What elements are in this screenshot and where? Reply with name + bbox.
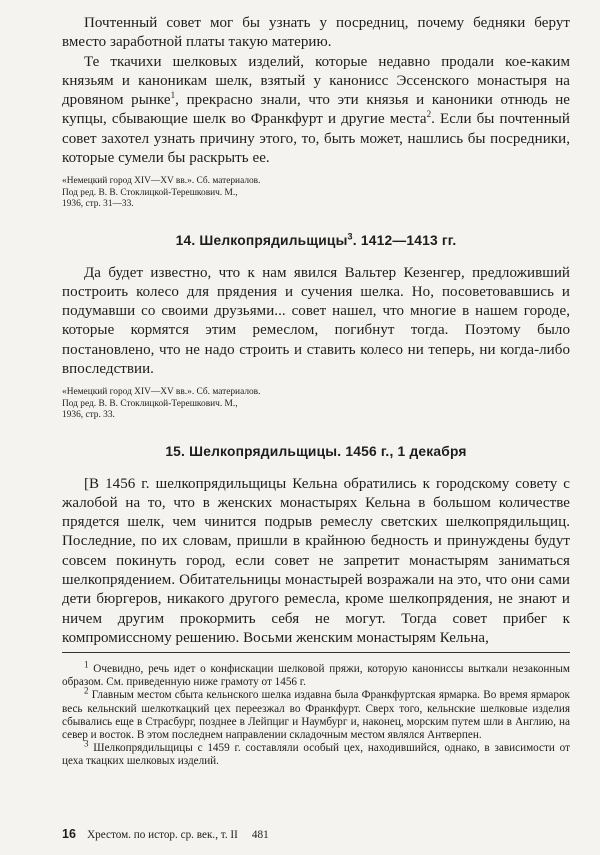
footnote-number: 1 — [84, 659, 89, 670]
footnote-number: 3 — [84, 738, 89, 749]
footnote-text: Очевидно, речь идет о конфискации шелковой пряжи, которую канониссы выткали незаконным образом. См. приведенную ниже грамоту от 1456 г. — [62, 663, 571, 689]
footnote-ref-1: 1 — [170, 90, 176, 101]
source-citation-2 — [62, 387, 570, 421]
source-line: Под ред. В. В. Стоклицкой-Терешкович. М., — [62, 187, 238, 198]
section-15-text: [В 1456 г. шелкопрядильщицы Кельна обратились к городскому совету с жалобой на то, что в женских монастырях Кельна в большом количестве прядется шелк, чем чинится подрыв ремеслу светских шелкопрядильщиц. Последние, по их словам, пришли в крайнюю бедность и принуждены будут совсем покинуть город, если совет не запретит монастырям заниматься шелкопрядением. Обитательницы монастырей возражали на это, что они сами дети бюргеров, никакого другого ремесла, кроме шелкопрядения, не знают и ничем другим прокормить себя не могут. Тогда совет прибег к компромиссному решению. Восьми женским монастырям Кельна, — [62, 475, 570, 646]
footnote — [62, 659, 571, 689]
footnote-ref-2: 2 — [426, 109, 432, 120]
footnote — [62, 685, 570, 741]
footnote-ref-3: 3 — [347, 231, 353, 241]
footnote-number: 2 — [84, 685, 89, 696]
source-line: 1936, стр. 31—33. — [62, 199, 134, 210]
footnote-text: Шелкопрядильщицы с 1459 г. составляли особый цех, находившийся, однако, в зависимости от цеха ткацких шелковых изделий. — [62, 741, 571, 767]
paragraph-2-part-c: . Если бы почтенный совет захотел узнать причину этого, то, быть может, нашлись бы посредники, которые сумели бы раскрыть ее. — [62, 111, 570, 167]
section-14-title-a: 14. Шелкопрядильщицы — [175, 232, 348, 248]
section-15-title: 15. Шелкопрядильщицы. 1456 г., 1 декабря — [165, 443, 467, 459]
source-line: «Немецкий город XIV—XV вв.». Сб. материалов. — [62, 387, 261, 398]
document-page — [62, 14, 570, 768]
footnote — [62, 738, 571, 768]
signature-number: 16 — [62, 827, 76, 841]
paragraph-2-part-a: Те ткачихи шелковых изделий, которые недавно продали кое-каким князьям и каноникам шелк, взятый у канонисс Эссенского монастыря на дровяном рынке — [62, 53, 570, 109]
paragraph-2 — [62, 53, 570, 169]
book-title: Хрестом. по истор. ср. век., т. II — [87, 829, 238, 841]
source-citation-1 — [62, 176, 570, 210]
page-footer — [62, 827, 570, 841]
section-14-text: Да будет известно, что к нам явился Вальтер Кезенгер, предложивший построить колесо для прядения и сучения шелка. Но, посоветовавшись и подумавши со своими друзьями... совет нашел, что многие в нашем городе, которые кормятся этим ремеслом, погибнут тогда. Поэтому было постановлено, что не надо строить и ставить колесо ни теперь, ни когда-либо впоследствии. — [62, 264, 570, 378]
footnote-separator — [62, 652, 570, 653]
source-line: 1936, стр. 33. — [62, 410, 115, 421]
source-line: Под ред. В. В. Стоклицкой-Терешкович. М., — [62, 398, 238, 409]
source-line: «Немецкий город XIV—XV вв.». Сб. материалов. — [62, 176, 261, 187]
paragraph-2-part-b: , прекрасно знали, что эти князья и каноники отнюдь не купцы, сбывающие шелк во Франкфурт и другие места — [62, 92, 571, 128]
section-14-title — [62, 233, 570, 248]
section-14-title-b: . 1412—1413 гг. — [352, 232, 457, 248]
page-number: 481 — [251, 829, 269, 841]
paragraph-1: Почтенный совет мог бы узнать у посредниц, почему бедняки берут вместо заработной платы такую материю. — [62, 15, 570, 51]
footnote-text: Главным местом сбыта кельнского шелка издавна была Франкфуртская ярмарка. Во время ярмарок весь кельнский шелкоткацкий цех переезжал во Франкфурт. Сверх того, кельнские шелковые изделия сбывались еще в Страсбург, позднее в Лейпциг и Наумбург и, наконец, морским путем шли в Англию, на север и восток. В этом последнем направлении складочным местом являлся Антверпен. — [62, 689, 570, 741]
